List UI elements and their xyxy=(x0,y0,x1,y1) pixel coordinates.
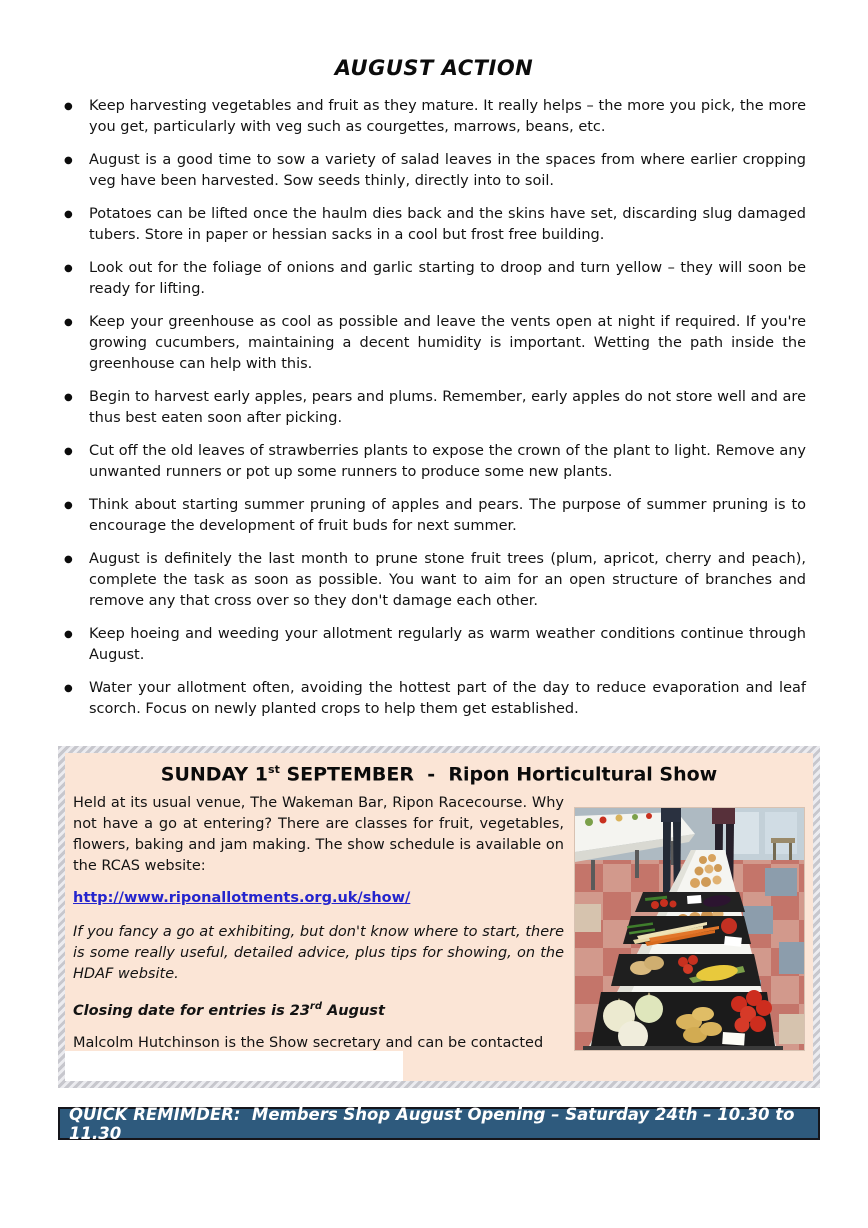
quick-reminder-bar xyxy=(58,1104,820,1143)
show-schedule-link[interactable]: http://www.riponallotments.org.uk/show/ xyxy=(73,890,411,907)
closing-date-part2: August xyxy=(322,1003,385,1020)
show-photo xyxy=(574,807,803,1065)
list-item xyxy=(64,495,806,537)
show-announcement-box xyxy=(58,746,820,1088)
show-contact-line: Malcolm Hutchinson is the Show secretary and can be contacted xyxy=(73,1035,544,1052)
bullet-text: Water your allotment often, avoiding the hottest part of the day to reduce evaporation and leaf scorch. Focus on newly planted crops to help them get established. xyxy=(89,680,806,717)
list-item xyxy=(64,549,806,612)
bullet-text: August is definitely the last month to prune stone fruit trees (plum, apricot, cherry and peach), complete the task as soon as possible. You want to aim for an open structure of branches and remove any that cross over so they don't damage each other. xyxy=(89,551,806,609)
show-paragraph-advice: If you fancy a go at exhibiting, but don't know where to start, there is some really useful, detailed advice, plus tips for showing, on the HDAF website. xyxy=(73,924,564,983)
quick-reminder-text: QUICK REMIMDER: Members Shop August Opening – Saturday 24th – 10.30 to 11.30 xyxy=(69,1104,801,1143)
closing-date-part1: Closing date for entries is 23 xyxy=(73,1003,310,1020)
bullet-text: Look out for the foliage of onions and garlic starting to droop and turn yellow – they will soon be ready for lifting. xyxy=(89,260,806,297)
list-item xyxy=(64,312,806,375)
show-paragraph-venue: Held at its usual venue, The Wakeman Bar, Ripon Racecourse. Why not have a go at entering? There are classes for fruit, vegetables, flowers, baking and jam making. The show schedule is available on the RCAS website: xyxy=(73,795,564,875)
bullet-text: Keep hoeing and weeding your allotment regularly as warm weather conditions continue through August. xyxy=(89,626,806,663)
closing-date-ordinal: rd xyxy=(309,1001,323,1013)
show-title-part2: SEPTEMBER - Ripon Horticultural Show xyxy=(279,763,718,786)
page-title: AUGUST ACTION xyxy=(334,56,534,80)
bullet-icon: ● xyxy=(64,155,73,166)
bullet-text: Cut off the old leaves of strawberries plants to expose the crown of the plant to light. Remove any unwanted runners or pot up some runners to produce some new plants. xyxy=(89,443,806,480)
august-action-list xyxy=(64,96,806,720)
bullet-icon: ● xyxy=(64,683,73,694)
bullet-icon: ● xyxy=(64,554,73,565)
bullet-icon: ● xyxy=(64,500,73,511)
list-item xyxy=(64,678,806,720)
list-item xyxy=(64,387,806,429)
show-title-ordinal: st xyxy=(268,763,280,776)
list-item xyxy=(64,441,806,483)
show-title-part1: SUNDAY 1 xyxy=(160,763,269,786)
list-item xyxy=(64,204,806,246)
bullet-text: Potatoes can be lifted once the haulm dies back and the skins have set, discarding slug damaged tubers. Store in paper or hessian sacks in a cool but frost free building. xyxy=(89,206,806,243)
vegetable-show-photo-illustration xyxy=(574,807,805,1051)
list-item xyxy=(64,150,806,192)
closing-date-line xyxy=(73,996,564,1022)
list-item xyxy=(64,624,806,666)
bullet-icon: ● xyxy=(64,263,73,274)
list-item xyxy=(64,258,806,300)
show-title xyxy=(73,763,805,785)
show-text-column xyxy=(73,793,564,1065)
bullet-icon: ● xyxy=(64,629,73,640)
show-link-row xyxy=(73,888,564,909)
bullet-icon: ● xyxy=(64,317,73,328)
bullet-icon: ● xyxy=(64,101,73,112)
show-body xyxy=(65,793,813,1065)
bullet-text: Think about starting summer pruning of apples and pears. The purpose of summer pruning is to encourage the development of fruit buds for next summer. xyxy=(89,497,806,534)
bullet-icon: ● xyxy=(64,209,73,220)
list-item xyxy=(64,96,806,138)
redacted-contact-area xyxy=(65,1051,403,1081)
bullet-text: Keep harvesting vegetables and fruit as they mature. It really helps – the more you pick, the more you get, particularly with veg such as courgettes, marrows, beans, etc. xyxy=(89,98,806,135)
bullet-icon: ● xyxy=(64,446,73,457)
bullet-icon: ● xyxy=(64,392,73,403)
bullet-text: August is a good time to sow a variety of salad leaves in the spaces from where earlier cropping veg have been harvested. Sow seeds thinly, directly into to soil. xyxy=(89,152,806,189)
bullet-text: Begin to harvest early apples, pears and plums. Remember, early apples do not store well and are thus best eaten soon after picking. xyxy=(89,389,806,426)
bullet-text: Keep your greenhouse as cool as possible and leave the vents open at night if required. If you're growing cucumbers, maintaining a decent humidity is important. Wetting the path inside the greenhouse can help with this. xyxy=(89,314,806,372)
